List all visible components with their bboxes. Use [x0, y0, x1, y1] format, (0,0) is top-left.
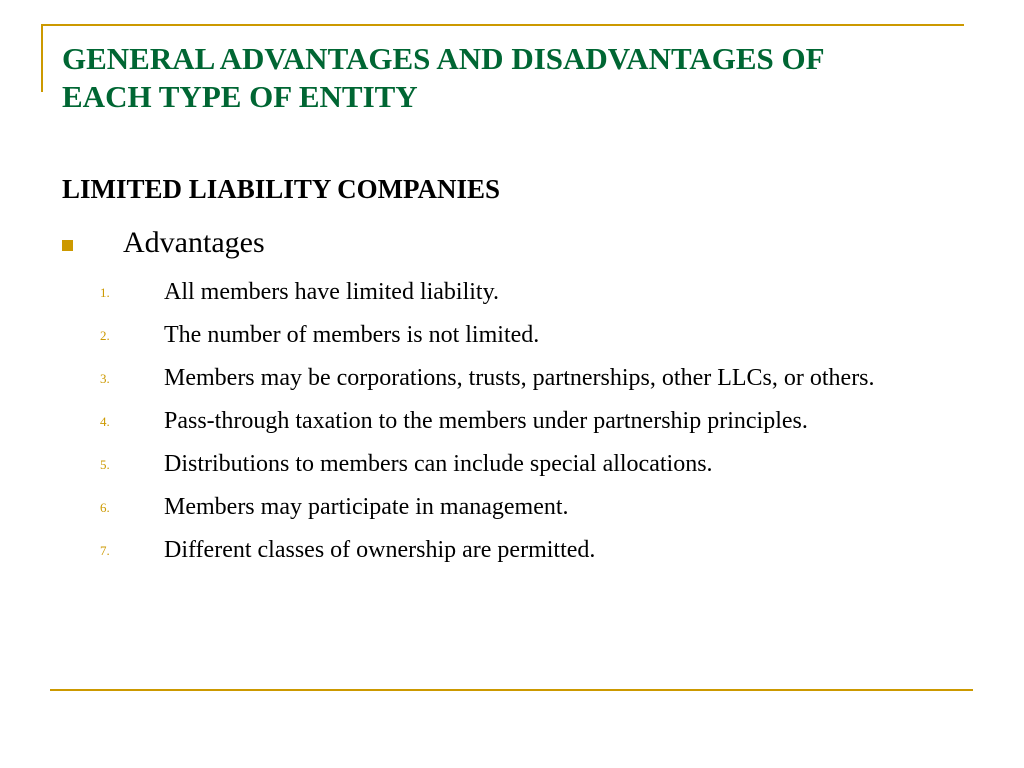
- item-number: 1.: [100, 285, 110, 300]
- top-border-line: [41, 24, 964, 26]
- bullet-label: Advantages: [123, 226, 265, 259]
- list-item: [0, 447, 1024, 482]
- item-number: 4.: [100, 414, 110, 429]
- list-item: [0, 490, 1024, 525]
- item-text: Different classes of ownership are permitted.: [164, 537, 596, 563]
- item-number: 6.: [100, 500, 110, 515]
- advantages-bullet: [62, 223, 265, 263]
- list-item: [0, 361, 1024, 396]
- item-text: Members may be corporations, trusts, partnerships, other LLCs, or others.: [164, 365, 875, 391]
- item-text: The number of members is not limited.: [164, 322, 540, 348]
- item-number: 3.: [100, 371, 110, 386]
- item-number: 5.: [100, 457, 110, 472]
- item-text: Members may participate in management.: [164, 494, 569, 520]
- section-heading: LIMITED LIABILITY COMPANIES: [62, 174, 501, 204]
- item-number: 2.: [100, 328, 110, 343]
- list-item: [0, 275, 1024, 310]
- item-text: All members have limited liability.: [164, 279, 500, 305]
- square-bullet-icon: [62, 240, 73, 251]
- item-text: Distributions to members can include special allocations.: [164, 451, 713, 477]
- advantages-list: [0, 275, 1024, 576]
- item-text: Pass-through taxation to the members under partnership principles.: [164, 408, 808, 434]
- item-number: 7.: [100, 543, 110, 558]
- list-item: [0, 533, 1024, 568]
- slide-title: GENERAL ADVANTAGES AND DISADVANTAGES OF EACH TYPE OF ENTITY: [62, 41, 825, 114]
- list-item: [0, 318, 1024, 353]
- bottom-border-line: [50, 689, 973, 691]
- list-item: [0, 404, 1024, 439]
- left-border-line: [41, 24, 43, 92]
